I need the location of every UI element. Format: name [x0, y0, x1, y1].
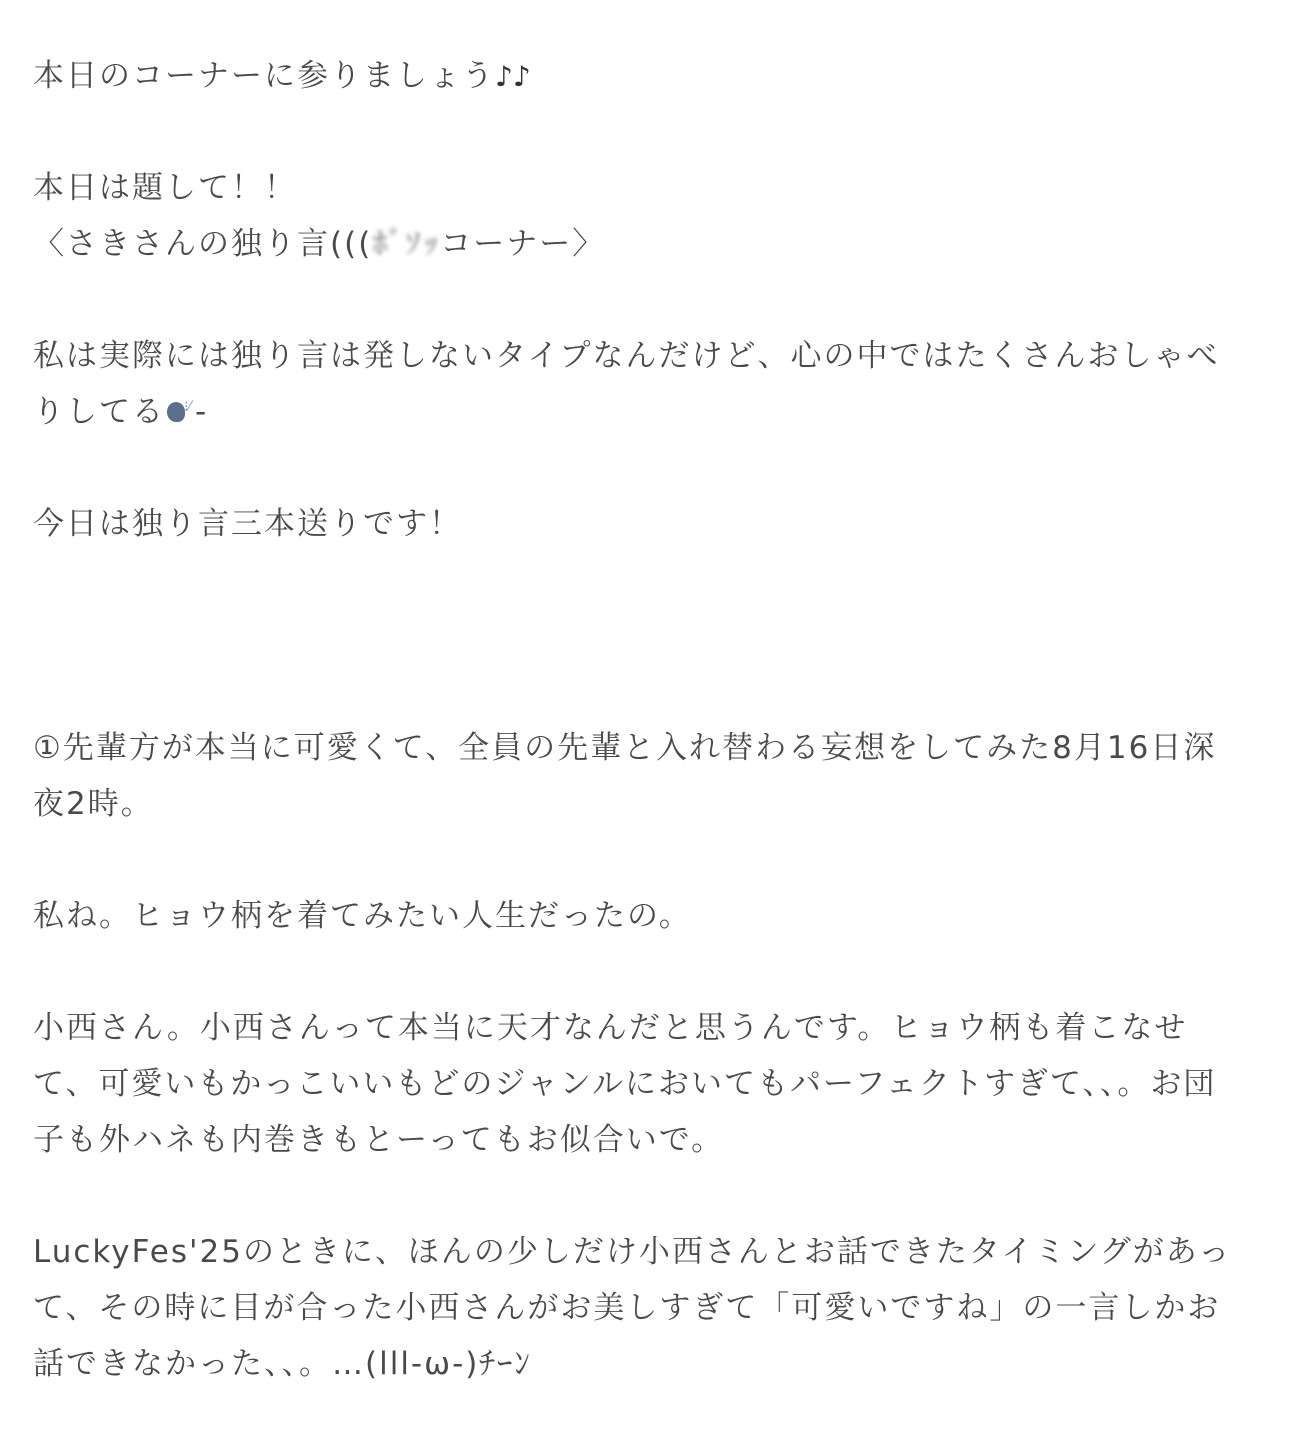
post-text: 夜2時。: [33, 786, 154, 822]
post-paragraph: [33, 160, 1268, 216]
post-text: て、その時に目が合った小西さんがお美しすぎて「可愛いですね」の一言しかお: [33, 1290, 1221, 1326]
post-text: LuckyFes'25のときに、ほんの少しだけ小西さんとお話できたタイミングがあっ: [33, 1234, 1232, 1270]
post-text: りしてる: [33, 394, 165, 430]
post-paragraph: [33, 720, 1268, 776]
post-text: -: [195, 394, 209, 430]
musical-notes-icon: ♪♪: [495, 60, 531, 93]
post-paragraph: [33, 888, 1268, 944]
post-paragraph: [33, 776, 1268, 832]
post-paragraph: [33, 384, 1268, 440]
post-text: 小西さん。小西さんって本当に天才なんだと思うんです。ヒョウ柄も着こなせ: [33, 1010, 1188, 1046]
post-paragraph: [33, 216, 1268, 272]
speaking-head-icon: ⁝⁄: [165, 398, 195, 426]
post-text: ①先輩方が本当に可愛くて、全員の先輩と入れ替わる妄想をしてみた8月16日深: [33, 730, 1217, 766]
post-text: て、可愛いもかっこいいもどのジャンルにおいてもパーフェクトすぎて、、。お団: [33, 1066, 1217, 1102]
post-text: 本日は題して！！: [33, 170, 297, 206]
blog-post-body: [33, 48, 1268, 1392]
post-text: 本日のコーナーに参りましょう: [33, 58, 495, 94]
post-text: 子も外ハネも内巻きもとーってもお似合いで。: [33, 1122, 725, 1158]
post-text: 〈さきさんの独り言(((: [33, 226, 373, 262]
post-paragraph: [33, 1056, 1268, 1112]
post-text: 私は実際には独り言は発しないタイプなんだけど、心の中ではたくさんおしゃべ: [33, 338, 1220, 374]
post-text: コーナー〉: [440, 226, 606, 262]
post-paragraph: [33, 1280, 1268, 1336]
post-text: 私ね。ヒョウ柄を着てみたい人生だったの。: [33, 898, 692, 934]
post-text: 話できなかった、、。…(lll-ω-)ﾁｰﾝ: [33, 1346, 532, 1382]
blurred-text: ﾎﾞｿｯ: [372, 226, 441, 262]
post-paragraph: [33, 1336, 1268, 1392]
post-paragraph: [33, 1000, 1268, 1056]
post-paragraph: [33, 328, 1268, 384]
post-paragraph: [33, 48, 1268, 104]
post-paragraph: [33, 496, 1268, 552]
post-paragraph: [33, 1112, 1268, 1168]
post-paragraph: [33, 1224, 1268, 1280]
post-text: 今日は独り言三本送りです！: [33, 506, 462, 542]
